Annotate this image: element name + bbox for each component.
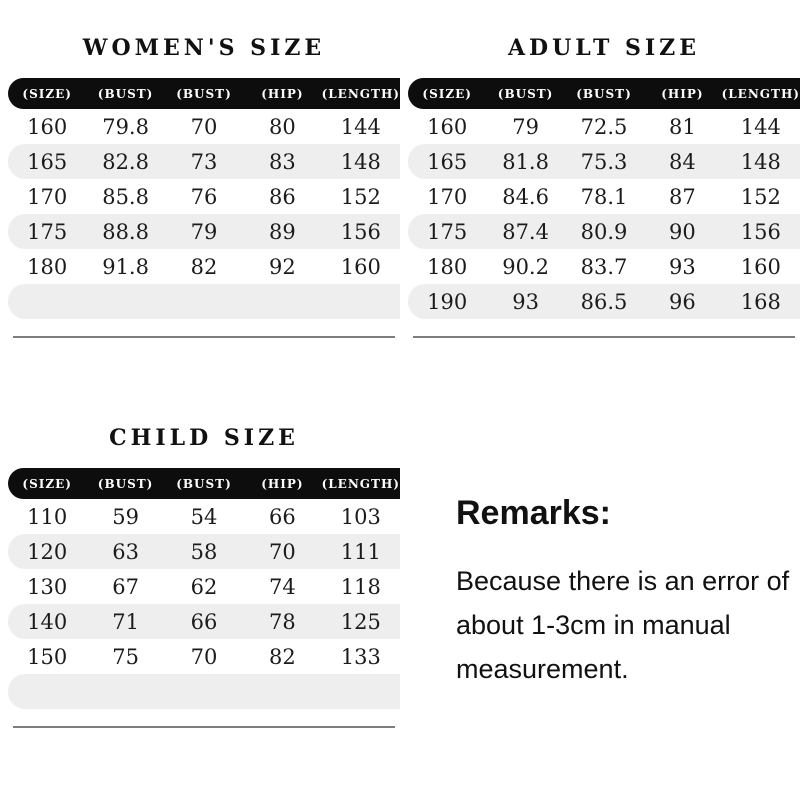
table-row [408, 284, 800, 319]
column-header: (LENGTH) [321, 476, 400, 491]
column-header: (BUST) [176, 476, 232, 491]
table-cell: 93 [512, 289, 539, 314]
column-header: (BUST) [576, 86, 632, 101]
adult-size-table [408, 34, 800, 338]
table-body [8, 109, 400, 319]
table-header-row [8, 468, 400, 499]
table-cell: 144 [740, 114, 781, 139]
table-cell: 130 [27, 574, 68, 599]
remarks-text-line: Because there is an error of [456, 566, 790, 596]
table-row [8, 639, 400, 674]
table-cell: 118 [340, 574, 381, 599]
table-cell: 120 [27, 539, 68, 564]
table-row [8, 604, 400, 639]
table-cell: 180 [27, 254, 68, 279]
table-cell: 70 [269, 539, 296, 564]
table-cell: 80 [269, 114, 296, 139]
table-cell: 90 [669, 219, 696, 244]
table-cell: 111 [340, 539, 381, 564]
table-cell: 80.9 [580, 219, 628, 244]
table-cell: 59 [112, 504, 139, 529]
table-row [408, 179, 800, 214]
adult-size-title: ADULT SIZE [507, 35, 701, 61]
table-cell: 86 [269, 184, 296, 209]
table-cell: 96 [669, 289, 696, 314]
table-row [408, 144, 800, 179]
table-cell: 148 [340, 149, 381, 174]
table-cell: 82.8 [102, 149, 149, 174]
table-cell: 160 [740, 254, 781, 279]
table-cell: 160 [340, 254, 381, 279]
table-cell: 78.1 [580, 184, 628, 209]
table-cell: 92 [269, 254, 296, 279]
table-cell: 133 [340, 644, 381, 669]
column-header: (HIP) [661, 86, 704, 101]
table-cell: 87 [669, 184, 696, 209]
table-cell: 81 [669, 114, 696, 139]
table-row [8, 249, 400, 284]
column-header: (HIP) [261, 86, 304, 101]
column-header: (HIP) [261, 476, 304, 491]
table-cell: 175 [427, 219, 468, 244]
table-cell: 84.6 [502, 184, 549, 209]
table-cell: 90.2 [502, 254, 549, 279]
table-cell: 71 [112, 609, 139, 634]
table-row [8, 144, 400, 179]
table-cell: 93 [669, 254, 696, 279]
table-cell: 144 [340, 114, 381, 139]
table-cell: 66 [190, 609, 218, 634]
table-cell: 110 [27, 504, 68, 529]
table-row [8, 284, 400, 319]
table-cell: 175 [27, 219, 68, 244]
table-cell: 78 [269, 609, 296, 634]
table-header-row [408, 78, 800, 109]
table-cell: 86.5 [580, 289, 628, 314]
table-cell: 180 [427, 254, 468, 279]
table-cell: 84 [669, 149, 696, 174]
remarks-text-line: about 1-3cm in manual [456, 610, 731, 640]
column-header: (SIZE) [22, 476, 72, 491]
table-cell: 82 [190, 254, 218, 279]
table-cell: 140 [27, 609, 68, 634]
table-row [8, 534, 400, 569]
table-cell: 58 [190, 539, 218, 564]
table-body [408, 109, 800, 319]
child-size-table [8, 424, 400, 728]
table-cell: 67 [112, 574, 139, 599]
table-row [408, 109, 800, 144]
remarks-note [456, 494, 796, 691]
table-row [8, 499, 400, 534]
table-cell: 54 [190, 504, 218, 529]
table-row [8, 569, 400, 604]
table-cell: 63 [112, 539, 139, 564]
table-underline [413, 336, 795, 338]
table-row [8, 179, 400, 214]
table-cell: 74 [269, 574, 296, 599]
table-cell: 75.3 [580, 149, 628, 174]
table-row [8, 674, 400, 709]
column-header: (LENGTH) [721, 86, 800, 101]
table-cell: 170 [27, 184, 68, 209]
table-cell: 66 [269, 504, 296, 529]
table-cell: 72.5 [580, 114, 628, 139]
table-cell: 62 [190, 574, 218, 599]
table-cell: 83 [269, 149, 296, 174]
table-cell: 152 [740, 184, 781, 209]
table-cell: 79.8 [102, 114, 149, 139]
womens-size-table [8, 34, 400, 338]
table-cell: 88.8 [102, 219, 149, 244]
table-cell: 79 [512, 114, 539, 139]
table-cell: 165 [27, 149, 68, 174]
table-cell: 190 [427, 289, 468, 314]
table-cell: 156 [340, 219, 381, 244]
table-cell: 70 [190, 644, 218, 669]
child-size-title: CHILD SIZE [109, 425, 299, 451]
table-cell: 83.7 [580, 254, 628, 279]
column-header: (SIZE) [22, 86, 72, 101]
table-cell: 103 [340, 504, 381, 529]
column-header: (BUST) [97, 476, 154, 491]
table-cell: 70 [190, 114, 218, 139]
table-cell: 82 [269, 644, 296, 669]
table-cell: 160 [27, 114, 68, 139]
column-header: (BUST) [176, 86, 232, 101]
table-cell: 168 [740, 289, 781, 314]
table-row [408, 249, 800, 284]
table-cell: 125 [340, 609, 381, 634]
table-cell: 89 [269, 219, 296, 244]
table-header-row [8, 78, 400, 109]
remarks-heading: Remarks: [456, 494, 611, 532]
table-underline [13, 336, 395, 338]
table-cell: 156 [740, 219, 781, 244]
table-cell: 79 [190, 219, 218, 244]
column-header: (LENGTH) [321, 86, 400, 101]
column-header: (BUST) [97, 86, 154, 101]
column-header: (BUST) [497, 86, 554, 101]
table-row [8, 109, 400, 144]
table-cell: 170 [427, 184, 468, 209]
table-cell: 87.4 [502, 219, 549, 244]
table-cell: 160 [427, 114, 468, 139]
womens-size-title: WOMEN'S SIZE [82, 35, 326, 61]
table-cell: 165 [427, 149, 468, 174]
table-cell: 76 [190, 184, 218, 209]
remarks-text-line: measurement. [456, 654, 629, 684]
table-row [8, 214, 400, 249]
table-cell: 91.8 [102, 254, 149, 279]
table-underline [13, 726, 395, 728]
table-cell: 150 [27, 644, 68, 669]
table-cell: 75 [112, 644, 139, 669]
column-header: (SIZE) [422, 86, 472, 101]
table-cell: 152 [340, 184, 381, 209]
table-body [8, 499, 400, 709]
table-row [408, 214, 800, 249]
table-cell: 73 [190, 149, 218, 174]
table-cell: 81.8 [502, 149, 549, 174]
table-cell: 85.8 [102, 184, 149, 209]
table-cell: 148 [740, 149, 781, 174]
